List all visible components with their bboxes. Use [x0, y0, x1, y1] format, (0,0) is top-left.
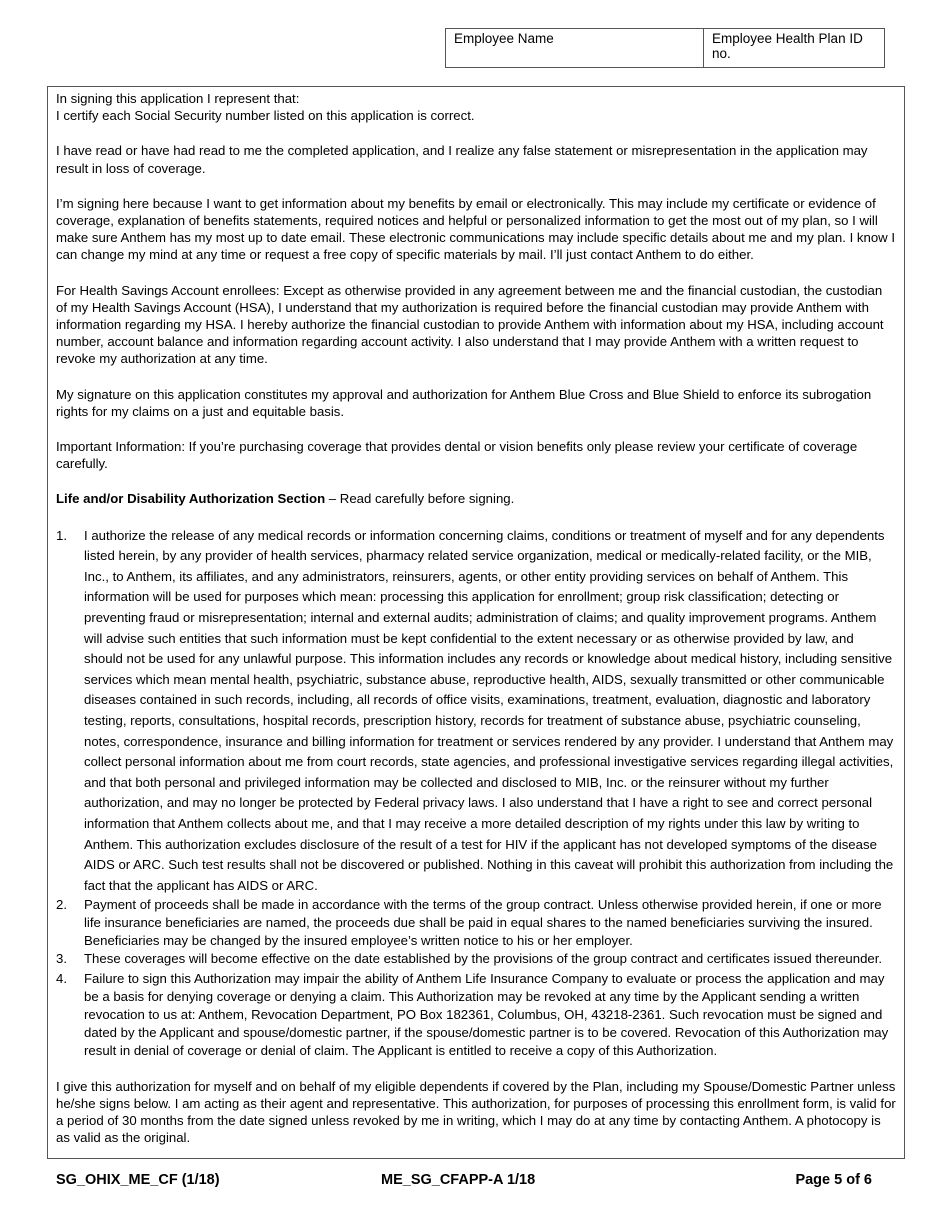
authorization-list	[56, 526, 896, 1060]
list-item-text: These coverages will become effective on the date established by the provisions of the group contract and certificates issued thereunder.	[84, 950, 883, 966]
employee-id-label: Employee Health Plan ID no.	[712, 31, 863, 61]
section-title: Life and/or Disability Authorization Section	[56, 491, 326, 507]
para-important: Important Information: If you’re purchasing coverage that provides dental or vision benefits only please review your certificate of coverage carefully.	[56, 439, 858, 472]
section-subtitle: – Read carefully before signing.	[325, 491, 515, 507]
authorization-body	[47, 86, 905, 1159]
intro-line-1: In signing this application I represent that:	[56, 91, 300, 106]
employee-name-label: Employee Name	[454, 31, 554, 46]
list-item-number: 2.	[56, 897, 67, 913]
list-item	[56, 896, 896, 949]
footer-form-code: SG_OHIX_ME_CF (1/18)	[56, 1172, 220, 1188]
list-item-number: 3.	[56, 950, 67, 966]
list-item-number: 4.	[56, 970, 67, 986]
list-item-text: I authorize the release of any medical records or information concerning claims, conditions or treatment of myself and for any dependents listed herein, by any provider of health services, pharmacy related service organization, medical or medically-related facility, or the MIB, Inc., to Anthem, its affiliates, and any administrators, reinsurers, agents, or other entity providing services on behalf of Anthem. This information will be used for purposes which mean: processing this application for enrollment; group risk classification; detecting or preventing fraud or misrepresentation; internal and external audits; administration of claims; and quality improvement programs. Anthem will advise such entities that such information must be kept confidential to the extent necessary or as otherwise provided by law, and should not be used for any unlawful purpose. This information includes any records or knowledge about medical history, including sensitive services which mean mental health, psychiatric, substance abuse, reproductive health, AIDS, sexually transmitted or other communicable diseases contained in such records, including, all records of office visits, examinations, treatment, evaluation, diagnostic and laboratory testing, reports, consultations, hospital records, prescription history, records for treatment of substance abuse, psychiatric counseling, notes, correspondence, insurance and billing information for treatment or services rendered by any provider. I understand that Anthem may collect personal information about me from court records, state agencies, and professional investigative services regarding illegal activities, and that both personal and privileged information may be collected and disclosed to MIB, Inc. or the reinsurer without my further authorization, and may no longer be protected by Federal privacy laws. I also understand that I have a right to see and correct personal information that Anthem collects about me, and that I may receive a more detailed description of my rights under this law by writing to Anthem. This authorization excludes disclosure of the result of a test for HIV if the applicant has not developed symptoms of the disease AIDS or ARC. Such test results shall not be discovered or published. Nothing in this caveat will prohibit this authorization from including the fact that the applicant has AIDS or ARC.	[84, 527, 894, 893]
employee-name-field[interactable]	[446, 29, 704, 67]
para-electronic: I’m signing here because I want to get information about my benefits by email or electronically. This may include my certificate or evidence of coverage, explanation of benefits statements, required notices and helpful or personalized information to get the most out of my plan, so I will make sure Anthem has my most up to date email. These electronic communications may include specific details about me and my plan. I know I can change my mind at any time or request a free copy of specific materials by mail. I’ll just contact Anthem to do either.	[56, 195, 896, 263]
list-item	[56, 526, 896, 897]
para-final: I give this authorization for myself and on behalf of my eligible dependents if covered by the Plan, including my Spouse/Domestic Partner unless he/she signs below. I am acting as their agent and representative. This authorization, for purposes of processing this enrollment form, is valid for a period of 30 months from the date signed unless revoked by me in writing, which I may do at any time by contacting Anthem. A photocopy is as valid as the original.	[56, 1078, 896, 1146]
employee-id-field[interactable]	[704, 29, 884, 67]
list-item	[56, 970, 896, 1060]
para-signature: My signature on this application constitutes my approval and authorization for Anthem Blue Cross and Blue Shield to enforce its subrogation rights for my claims on a just and equitable basis.	[56, 386, 872, 419]
list-item-text: Payment of proceeds shall be made in accordance with the terms of the group contract. Unless otherwise provided herein, if one or more life insurance beneficiaries are named, the proceeds due shall be paid in equal shares to the named beneficiaries surviving the insured. Beneficiaries may be changed by the insured employee’s written notice to his or her employer.	[84, 897, 882, 948]
para-hsa: For Health Savings Account enrollees: Except as otherwise provided in any agreement between me and the financial custodian, the custodian of my Health Savings Account (HSA), I understand that my authorization is required before the financial custodian may provide Anthem with information regarding my HSA. I hereby authorize the financial custodian to provide Anthem with information about my HSA, including account number, account balance and information regarding account activity. I also understand that I may provide Anthem with a written request to revoke my authorization at any time.	[56, 282, 884, 367]
list-item-number: 1.	[56, 527, 67, 543]
footer-app-code: ME_SG_CFAPP-A 1/18	[381, 1172, 536, 1188]
list-item-text: Failure to sign this Authorization may impair the ability of Anthem Life Insurance Company to evaluate or process the application and may be a basis for denying coverage or denying a claim. This Authorization may be revoked at any time by the Applicant sending a written revocation to us at: Anthem, Revocation Department, PO Box 182361, Columbus, OH, 43218-2361. Such revocation must be signed and dated by the Applicant and spouse/domestic partner, if the spouse/domestic partner is to be covered. Revocation of this Authorization may result in denial of coverage or denial of claim. The Applicant is entitled to receive a copy of this Authorization.	[84, 970, 889, 1058]
intro-line-2: I certify each Social Security number listed on this application is correct.	[56, 108, 475, 124]
footer-page-number: Page 5 of 6	[795, 1172, 872, 1188]
section-heading	[56, 490, 896, 507]
para-read: I have read or have had read to me the completed application, and I realize any false statement or misrepresentation in the application may result in loss of coverage.	[56, 143, 868, 176]
list-item	[56, 950, 896, 968]
page-footer	[56, 1172, 886, 1192]
employee-header-box	[445, 28, 885, 68]
